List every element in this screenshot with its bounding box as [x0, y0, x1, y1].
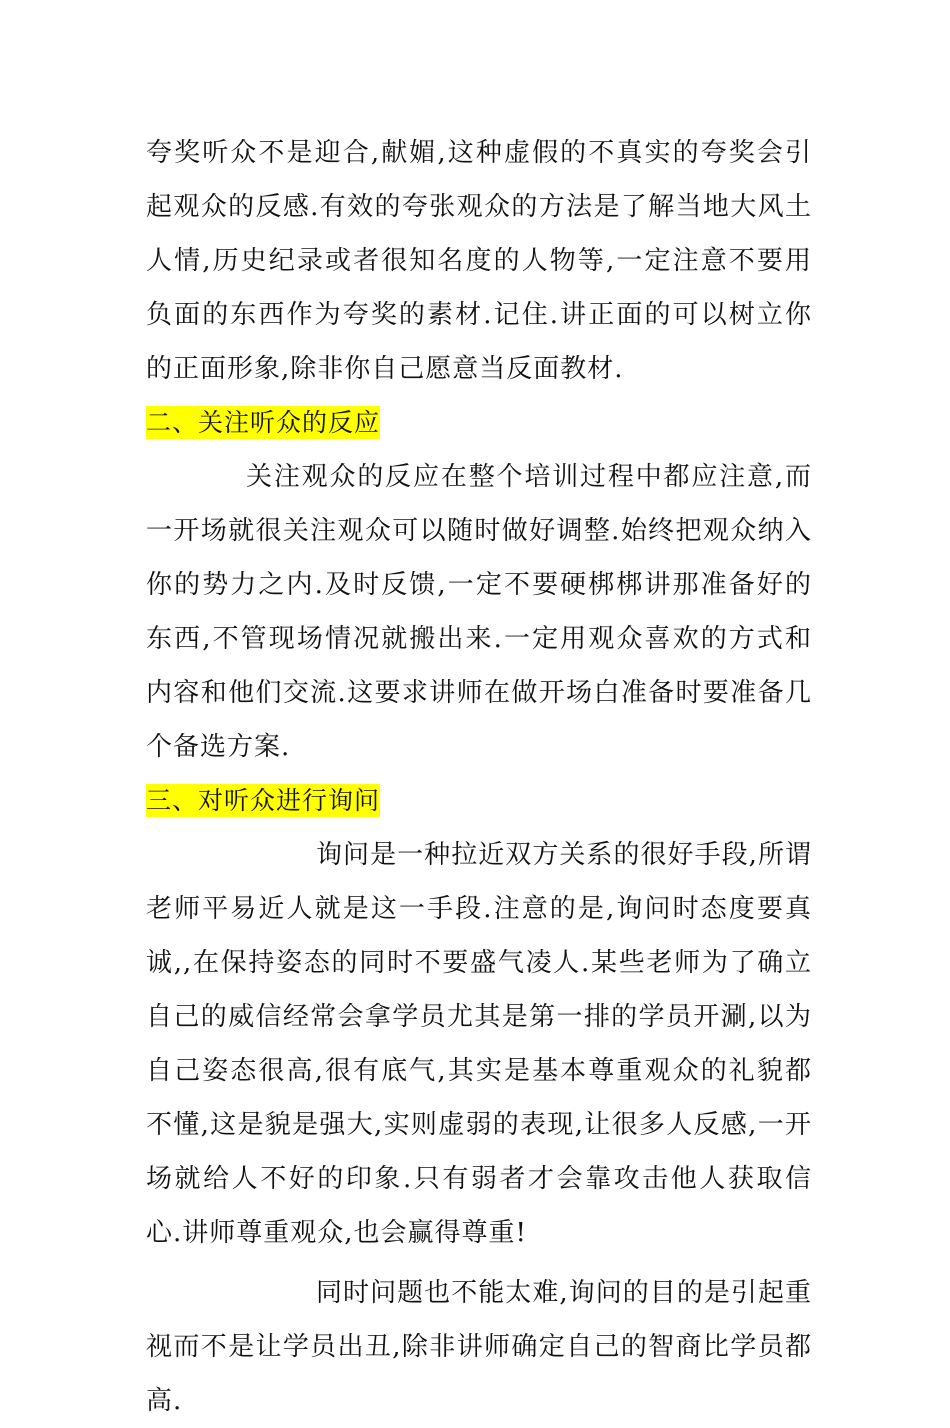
heading-text-focus-reaction: 二、关注听众的反应	[146, 408, 381, 437]
section-heading-3	[146, 774, 812, 828]
paragraph-question-difficulty: 同时问题也不能太难,询问的目的是引起重视而不是让学员出丑,除非讲师确定自己的智商比学员都高.	[146, 1278, 812, 1416]
paragraph-focus-reaction: 关注观众的反应在整个培训过程中都应注意,而一开场就很关注观众可以随时做好调整.始终把观众纳入你的势力之内.及时反馈,一定不要硬梆梆讲那准备好的东西,不管现场情况就搬出来.一定用观众喜欢的方式和内容和他们交流.这要求讲师在做开场白准备时要准备几个备选方案.	[146, 462, 812, 762]
section-heading-2	[146, 396, 812, 450]
document-body	[146, 126, 812, 1428]
heading-text-inquiry: 三、对听众进行询问	[146, 786, 381, 815]
paragraph-inquiry: 询问是一种拉近双方关系的很好手段,所谓老师平易近人就是这一手段.注意的是,询问时态度要真诚,,在保持姿态的同时不要盛气凌人.某些老师为了确立自己的威信经常会拿学员尤其是第一排的学员开涮,以为自己姿态很高,很有底气,其实是基本尊重观众的礼貌都不懂,这是貌是强大,实则虚弱的表现,让很多人反感,一开场就给人不好的印象.只有弱者才会靠攻击他人获取信心.讲师尊重观众,也会赢得尊重!	[146, 840, 812, 1248]
paragraph-praise-audience: 夸奖听众不是迎合,献媚,这种虚假的不真实的夸奖会引起观众的反感.有效的夸张观众的方法是了解当地大风土人情,历史纪录或者很知名度的人物等,一定注意不要用负面的东西作为夸奖的素材.记住.讲正面的可以树立你的正面形象,除非你自己愿意当反面教材.	[146, 138, 812, 384]
